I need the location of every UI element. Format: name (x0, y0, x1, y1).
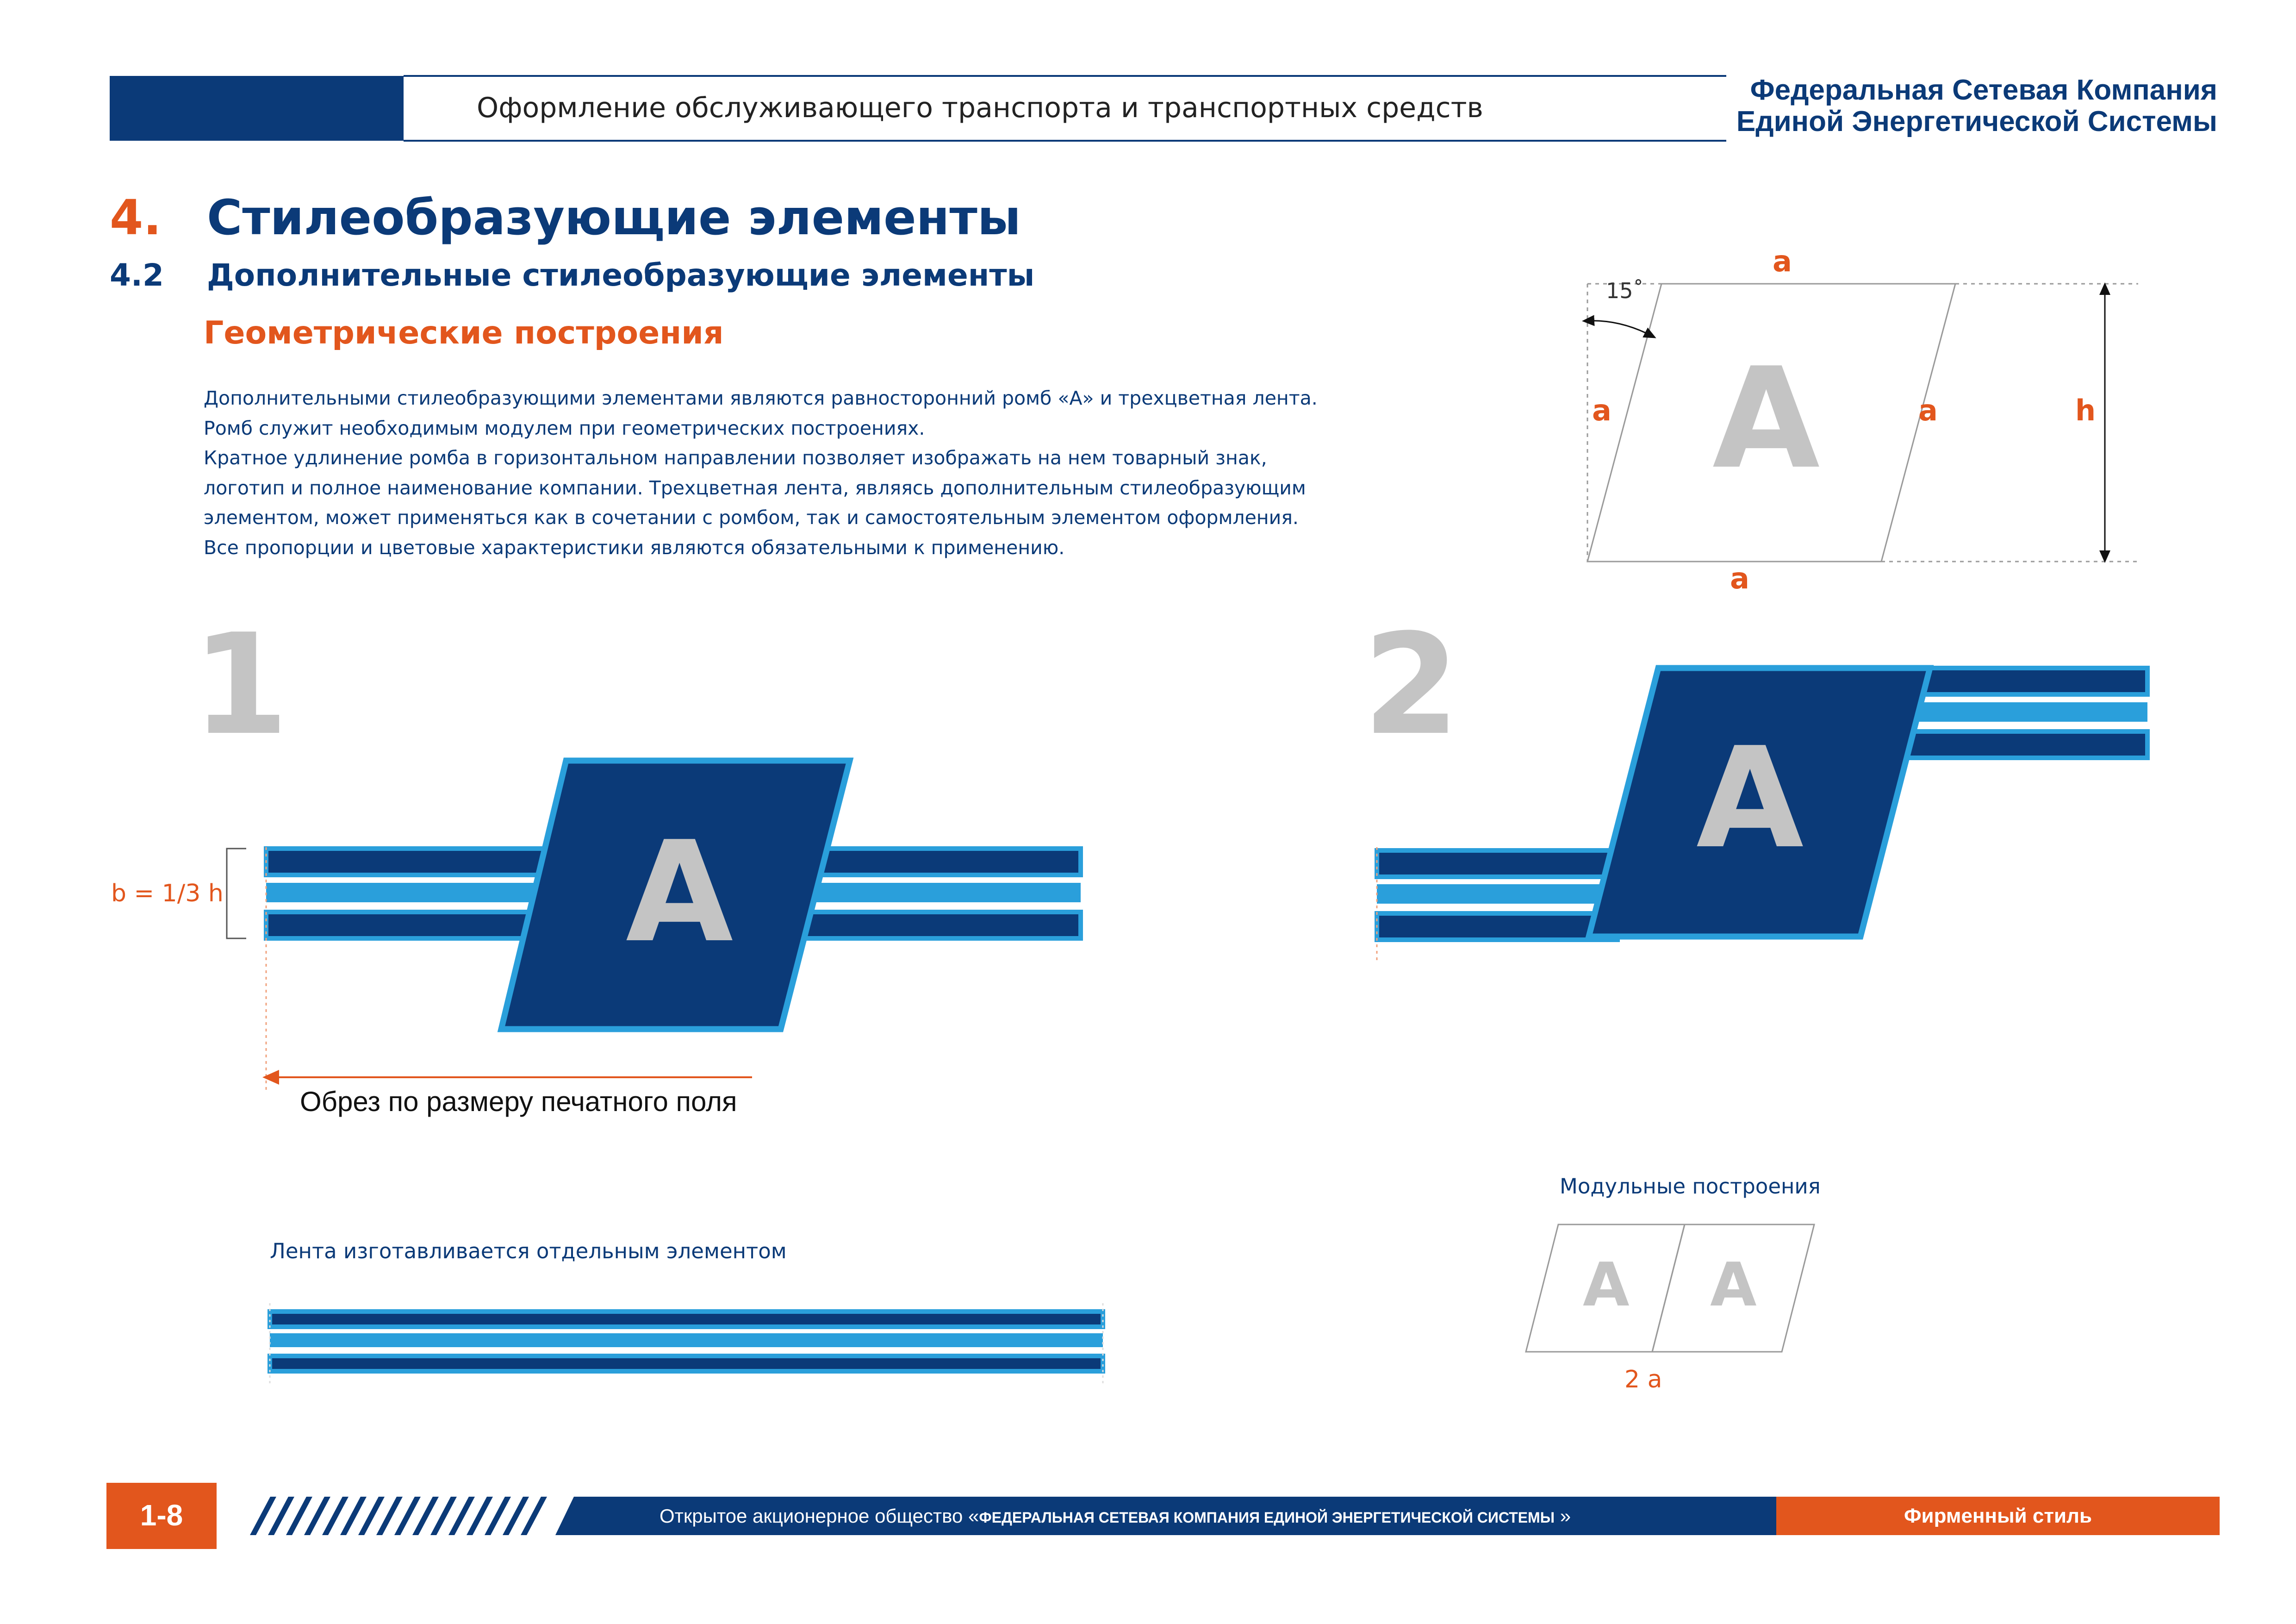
variant1-letter: A (626, 812, 734, 973)
company-name-line2: Единой Энергетической Системы (1736, 106, 2217, 137)
angle-arc (1587, 321, 1651, 336)
footer-org-line (660, 1505, 1571, 1529)
side-label-top: a (1773, 244, 1792, 278)
module-letter-right: A (1710, 1249, 1757, 1320)
body-line: Ромб служит необходимым модулем при геометрических построениях. (204, 417, 925, 439)
tape-graphic (270, 1303, 1103, 1384)
tape-stripe-dark (270, 1356, 1103, 1371)
angle-label: 15˚ (1606, 278, 1644, 303)
modular-caption: Модульные построения (1560, 1174, 1821, 1199)
footer-section-label: Фирменный стиль (1904, 1505, 2092, 1527)
tape-stripe-dark (270, 1312, 1103, 1327)
construction-letter: A (1712, 338, 1820, 500)
footer-org-name: ФЕДЕРАЛЬНАЯ СЕТЕВАЯ КОМПАНИЯ ЕДИНОЙ ЭНЕРГЕТИЧЕСКОЙ СИСТЕМЫ (979, 1509, 1555, 1526)
stripe-dark (1377, 913, 1618, 940)
body-line: Кратное удлинение ромба в горизонтальном направлении позволяет изображать на нем товарный знак, (204, 447, 1267, 469)
band-bracket (227, 849, 246, 938)
subsection-number: 4.2 (110, 257, 164, 293)
page-number: 1-8 (140, 1499, 183, 1532)
band-height-label: b = 1/3 h (111, 880, 224, 907)
stripe-dark (1898, 668, 2147, 694)
section-title: Стилеобразующие элементы (207, 189, 1021, 246)
construction-diagram (1587, 284, 2138, 562)
footer-org-suffix: » (1560, 1505, 1571, 1527)
footer-hatch (250, 1497, 547, 1535)
stripe-dark (1377, 850, 1618, 877)
side-label-right: a (1918, 394, 1938, 427)
cut-caption: Обрез по размеру печатного поля (300, 1086, 737, 1117)
stripe-light (1377, 884, 1618, 904)
side-label-bottom: a (1730, 562, 1749, 595)
variant2-number: 2 (1363, 604, 1460, 766)
body-line: Дополнительными стилеобразующими элементами являются равносторонний ромб «А» и трехцветная лента. (204, 387, 1318, 409)
subsection-title: Дополнительные стилеобразующие элементы (207, 257, 1035, 293)
height-label: h (2075, 394, 2096, 427)
side-label-left: a (1592, 394, 1612, 427)
body-line: элементом, может применяться как в сочетании с ромбом, так и самостоятельным элементом оформления. (204, 506, 1299, 529)
variant1-number: 1 (192, 604, 289, 766)
tape-caption: Лента изготавливается отдельным элементом (270, 1239, 787, 1263)
stripe-dark (1898, 731, 2147, 758)
stripe-light (1898, 702, 2147, 722)
variant2-letter: A (1696, 718, 1804, 879)
modular-graphic (1526, 1224, 1814, 1352)
header-title: Оформление обслуживающего транспорта и транспортных средств (477, 92, 1483, 124)
module-letter-left: A (1583, 1249, 1630, 1320)
company-name-line1: Федеральная Сетевая Компания (1750, 74, 2217, 106)
tape-stripe-light (270, 1333, 1103, 1347)
topic-title: Геометрические построения (204, 315, 724, 351)
footer-org-prefix: Открытое акционерное общество « (660, 1505, 979, 1527)
body-line: логотип и полное наименование компании. Трехцветная лента, являясь дополнительным стилеобразующим (204, 476, 1306, 499)
modular-dimension: 2 а (1624, 1366, 1662, 1393)
section-number: 4. (110, 189, 162, 246)
body-line: Все пропорции и цветовые характеристики являются обязательными к применению. (204, 536, 1065, 559)
